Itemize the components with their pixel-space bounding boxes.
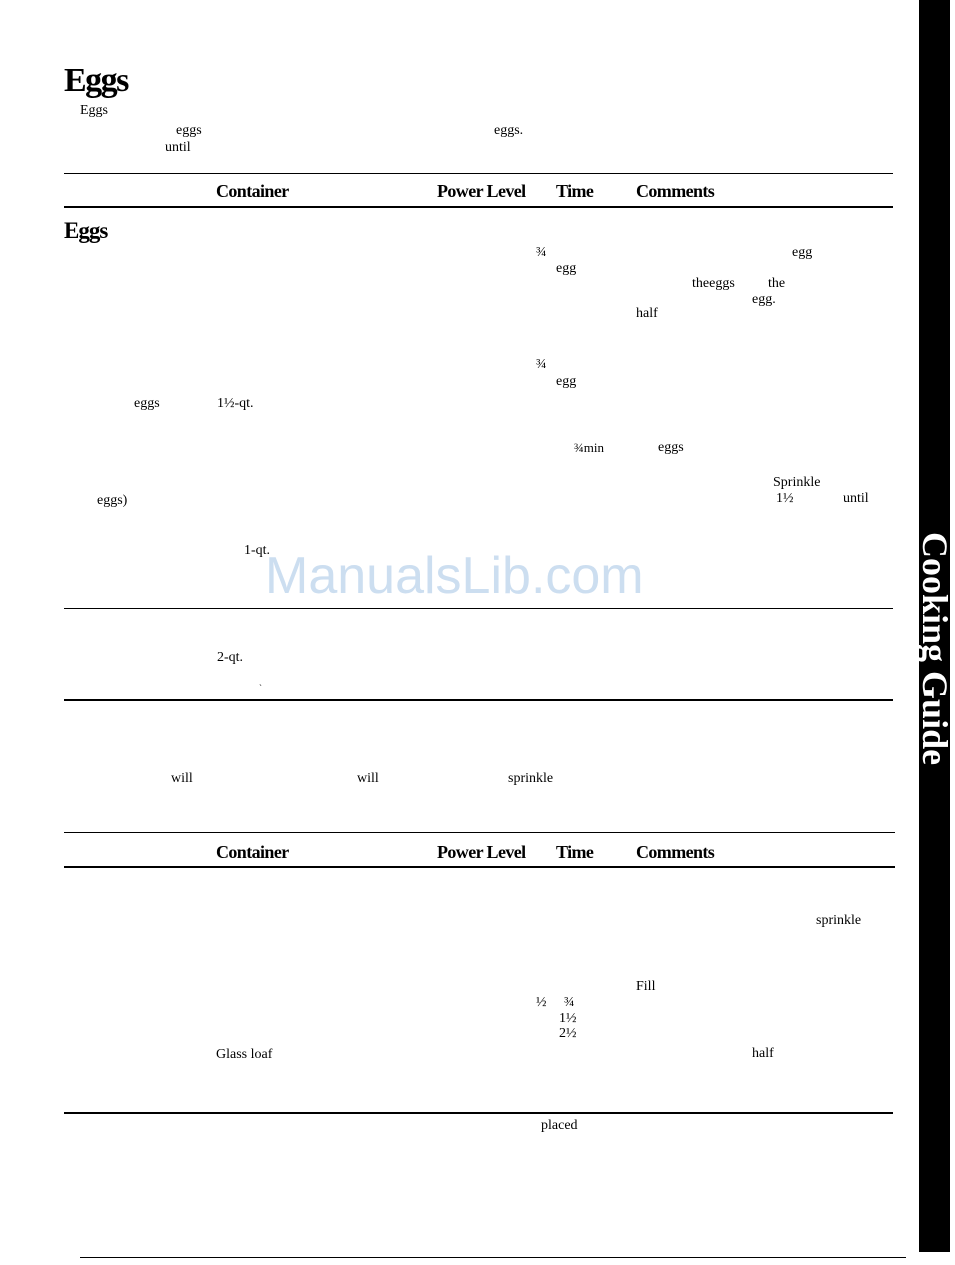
row-divider [64,608,893,609]
paragraph-word: will [171,771,193,786]
table1-header-time: Time [556,181,594,201]
page-bottom-rule [80,1257,906,1258]
table2-header-time: Time [556,842,594,862]
table-fragment: theeggs [692,276,735,291]
table2-header-comments: Comments [636,842,715,862]
table-fragment: Glass loaf [216,1047,273,1062]
intro-word: until [165,140,191,155]
table1-header-comments: Comments [636,181,715,201]
table2-header-rule [64,866,895,868]
table-fragment: eggs [134,396,160,411]
table-fragment: eggs) [97,493,128,508]
table2-header-container: Container [216,842,289,862]
paragraph-word: will [357,771,379,786]
table-fragment: egg. [752,292,776,307]
table-fragment: egg [556,261,577,276]
table-fragment: 1½ [776,491,794,506]
table2-header-power-level: Power Level [437,842,526,862]
table-fragment: 1½ [559,1011,577,1026]
table-fragment: 2-qt. [217,650,244,665]
table-fragment: sprinkle [816,913,862,928]
footer-word: placed [541,1118,578,1133]
table-fragment: until [843,491,869,506]
table-fragment: eggs [658,440,684,455]
table1-top-rule [64,173,893,174]
page-title: Eggs [64,62,128,99]
table1-header-power-level: Power Level [437,181,526,201]
table-fragment: half [636,306,658,321]
table-fragment: ¾ [536,245,547,260]
table-fragment: ¾ [564,995,575,1010]
intro-word: Eggs [80,103,108,118]
section-title-eggs: Eggs [64,218,108,243]
stray-mark: ` [259,683,262,693]
paragraph-word: sprinkle [508,771,554,786]
table-fragment: half [752,1046,774,1061]
table1-header-container: Container [216,181,289,201]
table1-bottom-rule [64,699,893,701]
table-fragment: 1-qt. [244,543,271,558]
table-fragment: 2½ [559,1026,577,1041]
side-tab-label: Cooking Guide [915,532,955,766]
table-fragment: ½ [536,995,547,1010]
table-fragment: 1½-qt. [217,396,254,411]
table-fragment: Fill [636,979,656,994]
watermark: ManualsLib.com [265,547,644,605]
table2-top-rule [64,832,895,833]
table-fragment: egg [792,245,813,260]
intro-word: eggs [176,123,202,138]
table-fragment: the [768,276,786,291]
table-fragment: ¾ [536,357,547,372]
table-fragment: egg [556,374,577,389]
table-fragment: ¾min [574,440,604,455]
intro-word: eggs. [494,123,524,138]
table2-bottom-rule [64,1112,893,1114]
table-fragment: Sprinkle [773,475,821,490]
table1-header-rule [64,206,893,208]
